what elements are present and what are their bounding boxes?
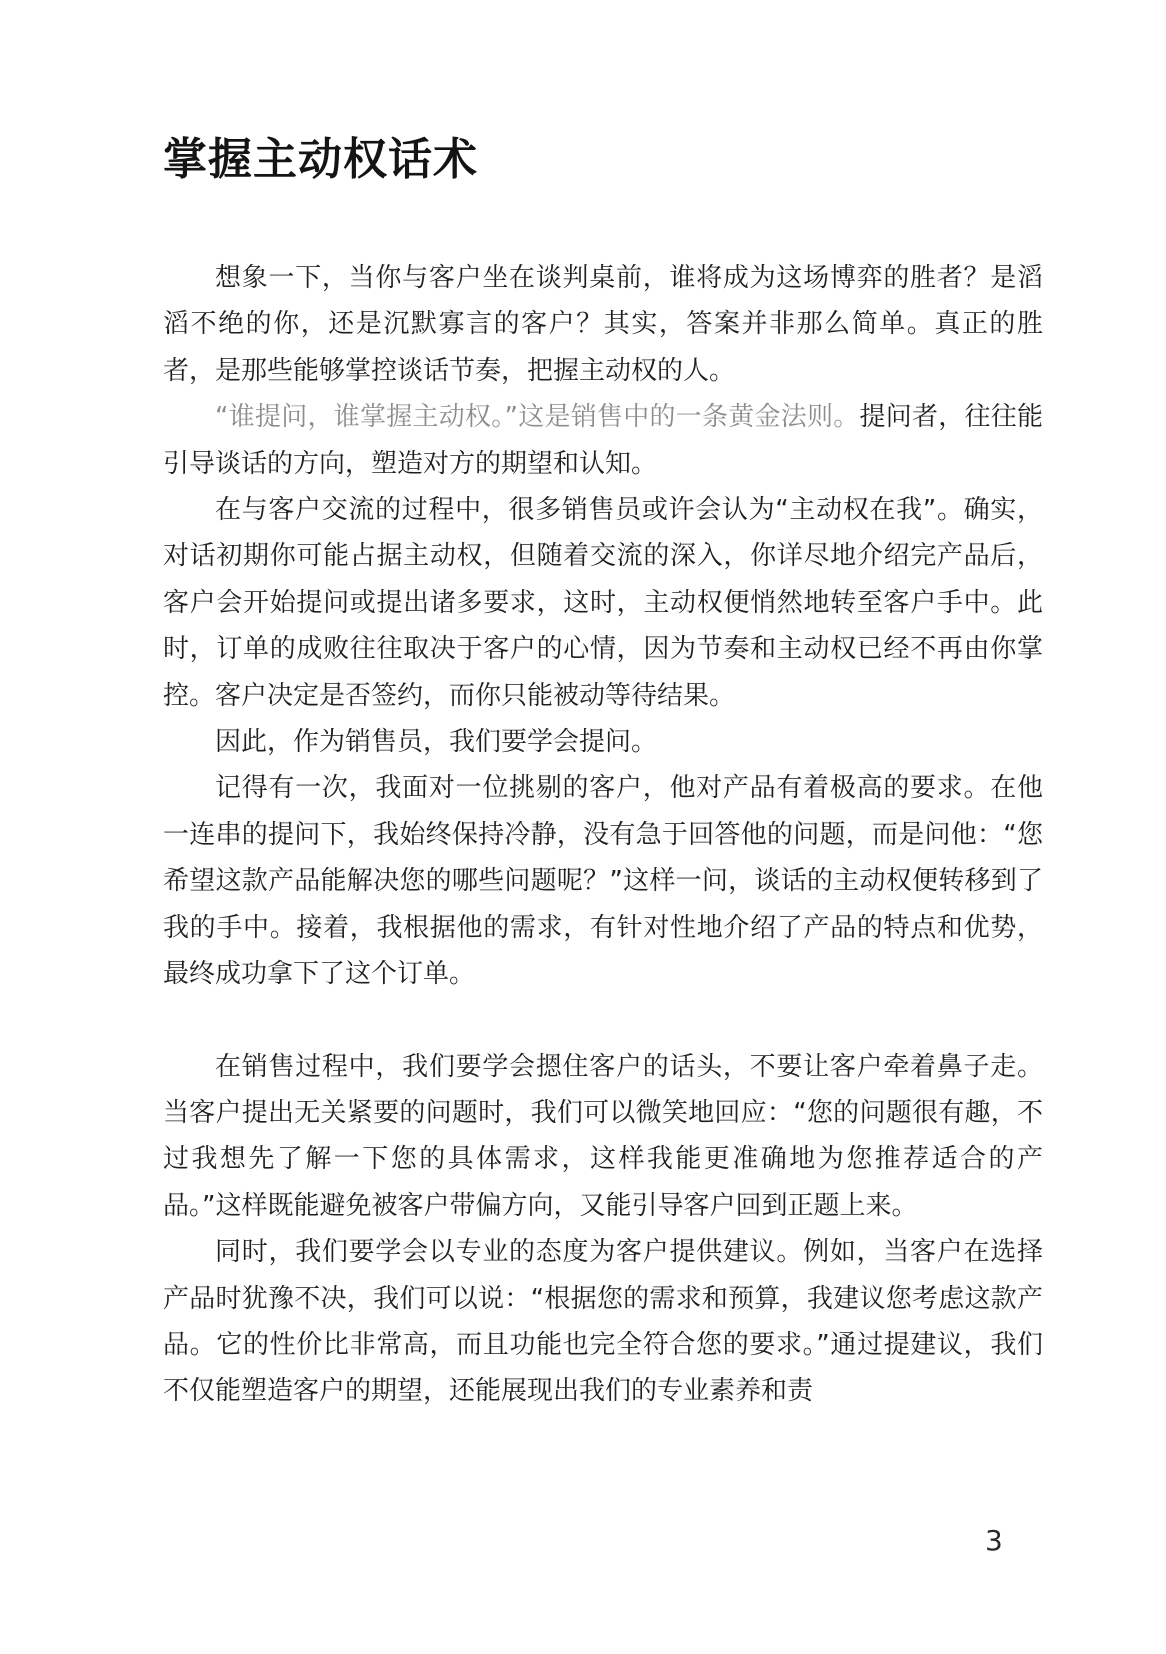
paragraph-5: 记得有一次，我面对一位挑剔的客户，他对产品有着极高的要求。在他一连串的提问下，我始终保持冷静，没有急于回答他的问题，而是问他：“您希望这款产品能解决您的哪些问题呢？”这样一问，谈话的主动权便转移到了我的手中。接着，我根据他的需求，有针对性地介绍了产品的特点和优势，最终成功拿下了这个订单。 [163,773,1043,990]
paragraph-3: 在与客户交流的过程中，很多销售员或许会认为“主动权在我”。确实，对话初期你可能占据主动权，但随着交流的深入，你详尽地介绍完产品后，客户会开始提问或提出诸多要求，这时，主动权便悄然地转至客户手中。此时，订单的成败往往取决于客户的心情，因为节奏和主动权已经不再由你掌控。客户决定是否签约，而你只能被动等待结果。 [163,495,1043,711]
paragraph-1: 想象一下，当你与客户坐在谈判桌前，谁将成为这场博弈的胜者？是滔滔不绝的你，还是沉默寡言的客户？其实，答案并非那么简单。真正的胜者，是那些能够掌控谈话节奏，把握主动权的人。 [163,263,1043,386]
page-title: 掌握主动权话术 [163,134,478,185]
paragraph-4: 因此，作为销售员，我们要学会提问。 [215,727,658,758]
body-text [163,255,1043,1415]
paragraph-6: 在销售过程中，我们要学会摁住客户的话头，不要让客户牵着鼻子走。当客户提出无关紧要的问题时，我们可以微笑地回应：“您的问题很有趣，不过我想先了解一下您的具体需求，这样我能更准确地为您推荐适合的产品。”这样既能避免被客户带偏方向，又能引导客户回到正题上来。 [163,1051,1043,1221]
paragraph-2-text: 提问者，往往能引导谈话的方向，塑造对方的期望和认知。 [163,402,1043,479]
highlighted-quote: “谁提问，谁掌握主动权。”这是销售中的一条黄金法则。 [215,402,860,433]
paragraph-7: 同时，我们要学会以专业的态度为客户提供建议。例如，当客户在选择产品时犹豫不决，我们可以说：“根据您的需求和预算，我建议您考虑这款产品。它的性价比非常高，而且功能也完全符合您的要求。”通过提建议，我们不仅能塑造客户的期望，还能展现出我们的专业素养和责 [163,1237,1043,1407]
page-number: 3 [985,1524,1003,1557]
paragraph-2 [163,394,1043,487]
